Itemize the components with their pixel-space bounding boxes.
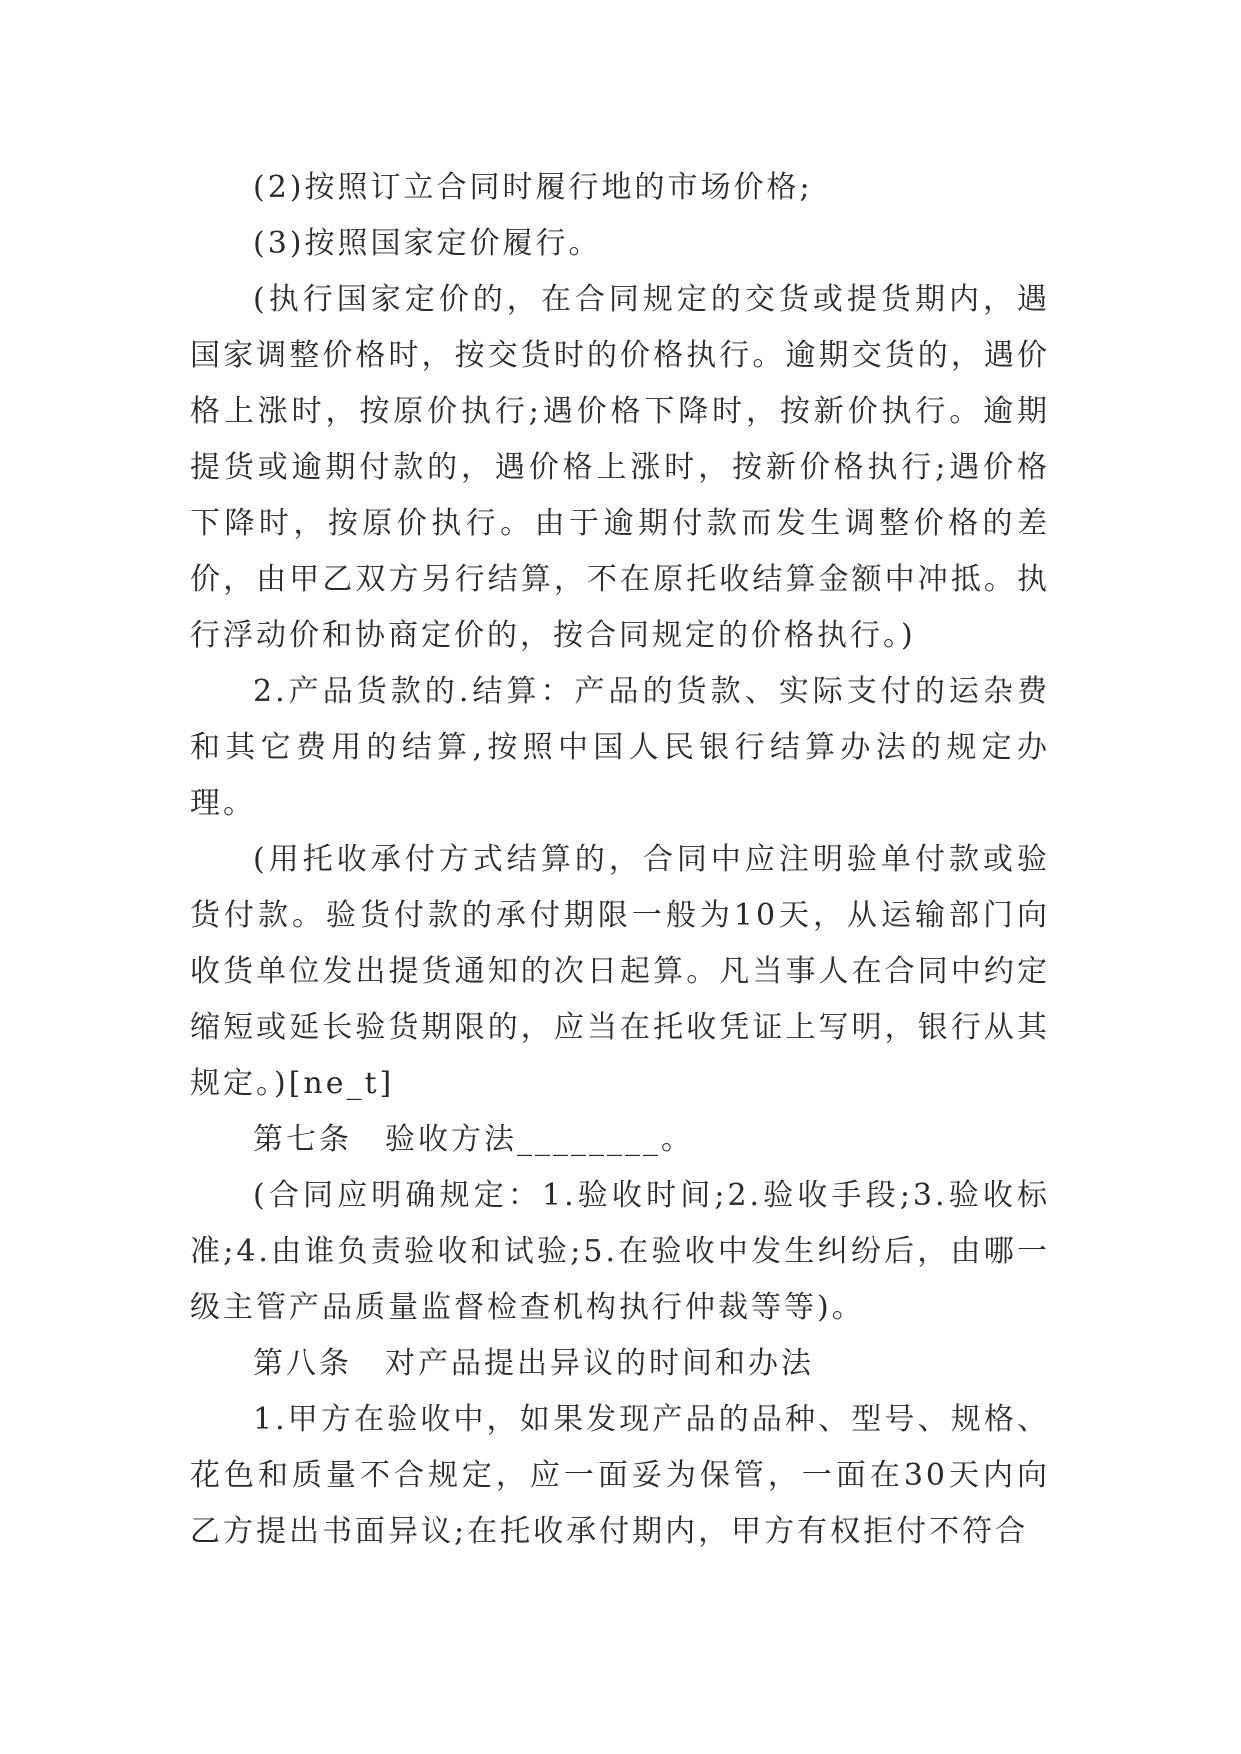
paragraph-payment-settlement: 2.产品货款的.结算：产品的货款、实际支付的运杂费和其它费用的结算,按照中国人民银行结算办法的规定办理。 (190, 674, 1050, 821)
paragraph-state-price: (3)按照国家定价履行。 (253, 226, 602, 261)
article-seven-heading: 第七条 验收方法________。 (253, 1122, 694, 1157)
paragraph-collection-note: (用托收承付方式结算的，合同中应注明验单付款或验货付款。验货付款的承付期限一般为10天，从运输部门向收货单位发出提货通知的次日起算。凡当事人在合同中约定缩短或延长验货期限的，应当在托收凭证上写明，银行从其规定。)[ne_t] (190, 842, 1050, 1101)
paragraph-state-price-note: (执行国家定价的，在合同规定的交货或提货期内，遇国家调整价格时，按交货时的价格执行。逾期交货的，遇价格上涨时，按原价执行;遇价格下降时，按新价执行。逾期提货或逾期付款的，遇价格上涨时，按新价格执行;遇价格下降时，按原价执行。由于逾期付款而发生调整价格的差价，由甲乙双方另行结算，不在原托收结算金额中冲抵。执行浮动价和协商定价的，按合同规定的价格执行。) (190, 282, 1050, 653)
paragraph-objection-clause: 1.甲方在验收中，如果发现产品的品种、型号、规格、花色和质量不合规定，应一面妥为保管，一面在30天内向乙方提出书面异议;在托收承付期内，甲方有权拒付不符合 (190, 1402, 1050, 1549)
document-body (190, 160, 1050, 1560)
paragraph-market-price: (2)按照订立合同时履行地的市场价格; (253, 170, 813, 205)
article-eight-heading: 第八条 对产品提出异议的时间和办法 (253, 1346, 814, 1381)
paragraph-acceptance-note: (合同应明确规定：1.验收时间;2.验收手段;3.验收标准;4.由谁负责验收和试验;5.在验收中发生纠纷后，由哪一级主管产品质量监督检查机构执行仲裁等等)。 (190, 1178, 1050, 1325)
